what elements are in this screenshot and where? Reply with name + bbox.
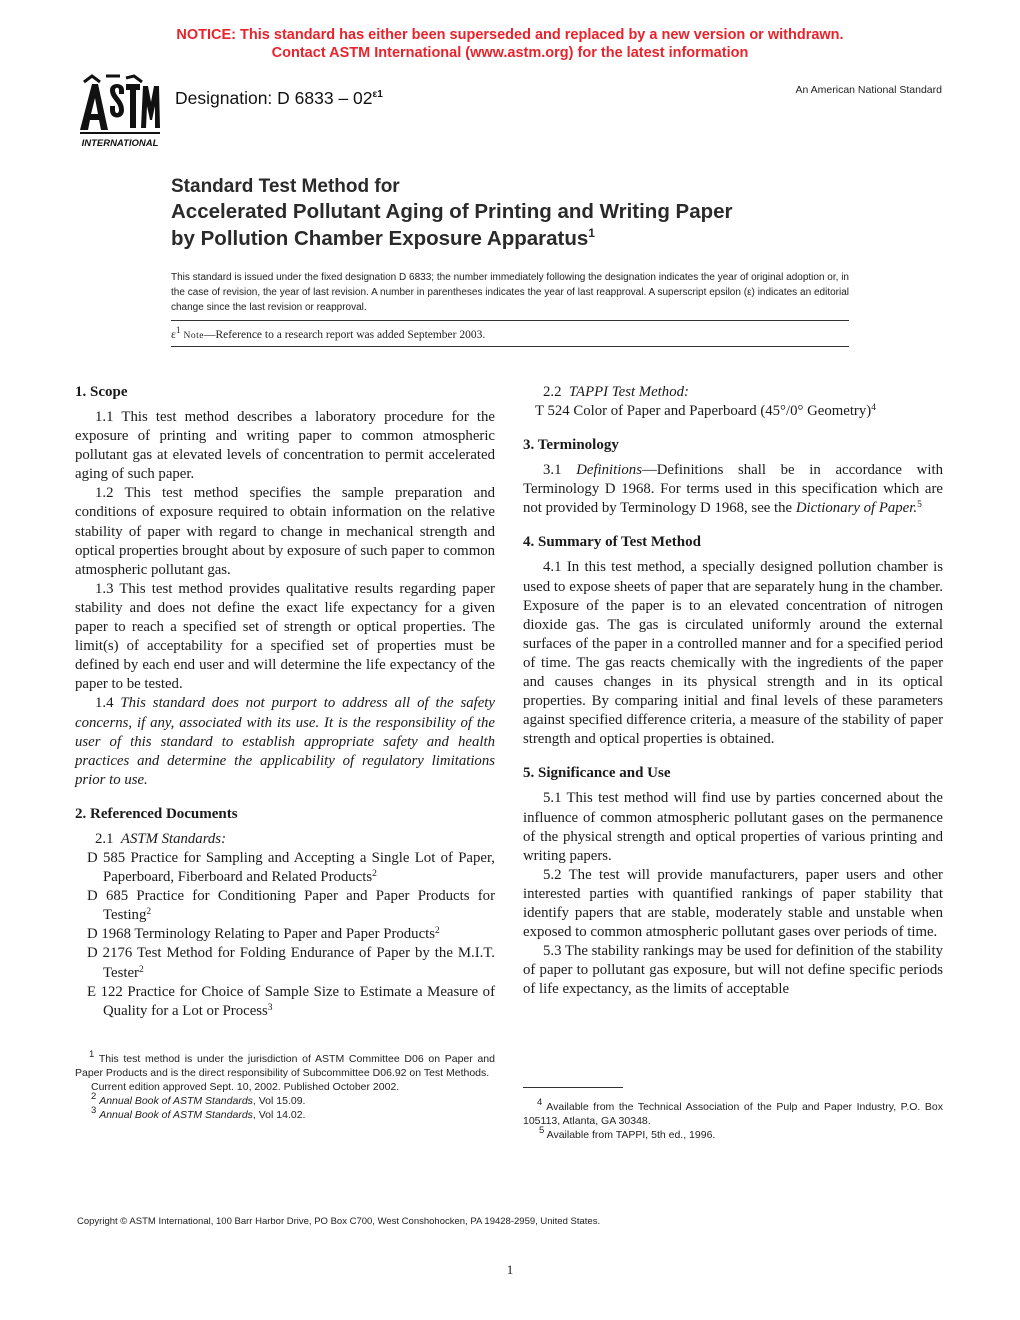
ref-d1968: D 1968 Terminology Relating to Paper and Paper Products$^2$ [87,926,440,943]
right-column [523,383,943,999]
title-line-1: Standard Test Method for [171,176,400,197]
footnote-3: $^3$ Annual Book of ASTM Standards, Vol 14.02. [91,1105,306,1121]
page-number: 1 [506,1262,514,1277]
section-4-heading: 4. Summary of Test Method [523,534,701,551]
designation-epsilon: ε1 [372,89,383,100]
left-footnotes [75,1049,495,1122]
notice-line-1: NOTICE: This standard has either been superseded and replaced by a new version or withdrawn. [176,27,844,43]
section-2-heading: 2. Referenced Documents [75,805,238,822]
section-3-heading: 3. Terminology [523,437,619,454]
para-1-3: 1.3 This test method provides qualitative results regarding paper stability and does not define the exact life expectancy for a given paper to reach a specified set of strength or optical properties. The limit(s) of acceptability for a specified set of properties must be defined by each end user and will determine the life expectancy of the paper to be tested. [75,580,495,693]
copyright-line: Copyright © ASTM International, 100 Barr Harbor Drive, PO Box C700, West Conshohocken, PA 19428-2959, United States. [77,1216,601,1227]
para-1-2: 1.2 This test method specifies the sample preparation and conditions of exposure required to obtain information on the relative stability of paper with regard to change in mechanical strength and optical properties brought about by exposure of such paper to common atmospheric pollutant gas. [75,485,495,578]
para-5-1: 5.1 This test method will find use by parties concerned about the influence of common atmospheric pollutant gases on the permanence of the physical strength and optical properties of various printing and writing papers. [523,790,943,864]
title-line-3: by Pollution Chamber Exposure Apparatus$^1$ [171,226,595,250]
designation-text: Designation: D 6833 – 02 [175,88,373,108]
designation [175,88,383,109]
issuance-statement: This standard is issued under the fixed designation D 6833; the number immediately following the designation indicates the year of original adoption or, in the case of revision, the year of last revision. A number in parentheses indicates the year of last reapproval. A superscript epsilon (ε) indicates an editorial change since the last revision or reapproval. [171,272,849,313]
editorial-note: $\varepsilon^1$ Note—Reference to a research report was added September 2003. [171,326,486,341]
ref-d685: D 685 Practice for Conditioning Paper and Paper Products for Testing$^2$ [87,888,495,924]
footnote-divider [523,1087,623,1088]
section-1-heading: 1. Scope [75,384,128,400]
footnote-4: $^4$ Available from the Technical Association of the Pulp and Paper Industry, P.O. Box 105113, Atlanta, GA 30348. [523,1097,943,1127]
para-4-1: 4.1 In this test method, a specially designed pollution chamber is used to expose sheets of paper that are separately hung in the chamber. Exposure of the paper is to an elevated concentration of nitrogen dioxide gas. The gas is circulated uniformly around the external surfaces of the paper in a controlled manner and for a specified period of time. The gas reacts chemically with the ingredients of the paper and causes changes in its physical strength and in its optical properties. By comparing initial and final levels of these parameters against specified difference criteria, a measure of the stability of paper strength and optical properties is obtained. [523,559,943,748]
notice-line-2: Contact ASTM International (www.astm.org) for the latest information [271,45,749,61]
note-divider [171,346,849,347]
para-1-1: 1.1 This test method describes a laboratory procedure for the exposure of printing and writing paper to common atmospheric pollutant gas at elevated levels of concentration to permit accelerated aging of such paper. [75,409,495,483]
right-footnotes [523,1097,943,1142]
svg-text:INTERNATIONAL: INTERNATIONAL [81,138,159,149]
section-5-heading: 5. Significance and Use [523,765,671,782]
footnote-2: $^2$ Annual Book of ASTM Standards, Vol 15.09. [91,1091,306,1107]
withdrawn-notice [0,26,1020,62]
ref-d585: D 585 Practice for Sampling and Accepting a Single Lot of Paper, Paperboard, Fiberboard and Related Products$^2$ [87,849,495,886]
para-2-2: 2.2 TAPPI Test Method: [543,384,689,400]
para-3-1: 3.1 Definitions—Definitions shall be in accordance with Terminology D 1968. For terms used in this specification which are not provided by Terminology D 1968, see the Dictionary of Paper.$^5$ [523,462,943,517]
document-title [171,176,871,252]
american-national-standard-label: An American National Standard [795,84,942,96]
footnote-1: $^1$ This test method is under the jurisdiction of ASTM Committee D06 on Paper and Paper Products and is the direct responsibility of Subcommittee D06.92 on Test Methods. [75,1049,495,1079]
ref-e122: E 122 Practice for Choice of Sample Size to Estimate a Measure of Quality for a Lot or Process$^3$ [87,983,495,1019]
left-column [75,383,495,1021]
para-2-1: 2.1 ASTM Standards: [95,830,226,847]
astm-logo-icon [66,72,162,152]
ref-t524: T 524 Color of Paper and Paperboard (45°/0° Geometry)$^4$ [535,403,876,420]
para-5-2: 5.2 The test will provide manufacturers, paper users and other interested parties with quantified rankings of paper stability that identify papers that are stable, moderately stable and unstable when exposed to common atmospheric pollutant gases over periods of time. [523,866,943,941]
ref-d2176: D 2176 Test Method for Folding Endurance of Paper by the M.I.T. Tester$^2$ [87,945,495,981]
footnote-5: $^5$ Available from TAPPI, 5th ed., 1996. [539,1125,716,1141]
para-5-3: 5.3 The stability rankings may be used for definition of the stability of paper to pollutant gas exposure, but will not define specific periods of life expectancy, as the limits of acceptable [523,943,943,998]
header-divider [171,320,849,321]
footnote-current-edition: Current edition approved Sept. 10, 2002. Published October 2002. [91,1081,400,1093]
title-line-2: Accelerated Pollutant Aging of Printing and Writing Paper [171,200,733,223]
para-1-4: 1.4 This standard does not purport to address all of the safety concerns, if any, associated with its use. It is the responsibility of the user of this standard to establish appropriate safety and health practices and determine the applicability of regulatory limitations prior to use. [75,695,495,788]
